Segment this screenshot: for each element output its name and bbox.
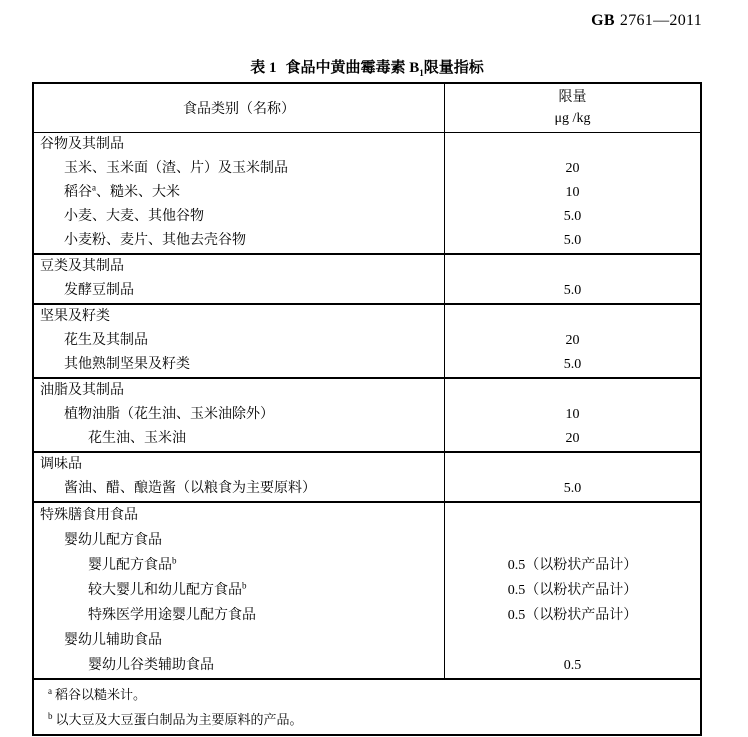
table-section xyxy=(34,303,700,377)
limit-value-cell: 5.0 xyxy=(563,233,582,248)
food-category-text: 植物油脂（花生油、玉米油除外） xyxy=(64,407,274,422)
food-category-text: 花生油、玉米油 xyxy=(88,431,186,446)
doc-number-code: GB xyxy=(591,12,615,29)
limit-value-cell xyxy=(445,628,700,653)
food-category-cell xyxy=(34,255,445,279)
table-row xyxy=(34,403,700,427)
table-section xyxy=(34,377,700,451)
table-section xyxy=(34,253,700,303)
table-row xyxy=(34,255,700,279)
footnote-b xyxy=(34,707,700,732)
limit-value-cell: 20 xyxy=(565,333,580,348)
food-category-cell xyxy=(34,229,445,253)
table-row xyxy=(34,181,700,205)
limits-table xyxy=(32,82,702,736)
table-section xyxy=(34,133,700,253)
table-row xyxy=(34,379,700,403)
table-row xyxy=(34,653,700,678)
limit-value-cell: 20 xyxy=(565,161,580,176)
food-category-cell xyxy=(34,133,445,157)
food-category-text-cont: 、糙米、大米 xyxy=(96,185,180,200)
table-body xyxy=(34,133,700,678)
table-row xyxy=(34,503,700,528)
limit-value-cell: 5.0 xyxy=(563,283,582,298)
table-row xyxy=(34,578,700,603)
food-category-text: 婴幼儿辅助食品 xyxy=(64,633,162,648)
food-category-text: 其他熟制坚果及籽类 xyxy=(64,357,190,372)
footnote-b-marker: b xyxy=(48,710,53,721)
food-category-cell xyxy=(34,453,445,477)
limit-value-cell xyxy=(445,133,700,157)
food-category-cell xyxy=(34,279,445,303)
food-category-cell xyxy=(34,603,445,628)
table-row xyxy=(34,229,700,253)
food-category-cell xyxy=(34,477,445,501)
food-category-cell xyxy=(34,205,445,229)
limit-value-cell xyxy=(445,255,700,279)
food-category-cell xyxy=(34,157,445,181)
food-category-cell xyxy=(34,553,445,578)
food-category-text: 小麦粉、麦片、其他去壳谷物 xyxy=(64,233,246,248)
food-category-text: 婴儿配方食品 xyxy=(88,558,172,573)
doc-number-value: 2761—2011 xyxy=(619,12,702,29)
limit-value-cell xyxy=(445,503,700,528)
limit-value-cell: 10 xyxy=(565,407,580,422)
doc-number xyxy=(32,12,702,30)
footnote-ref: b xyxy=(242,580,247,591)
table-title-label: 表 1 xyxy=(250,60,277,76)
limit-value-cell xyxy=(445,379,700,403)
column-header-category: 食品类别（名称） xyxy=(34,84,445,132)
food-category-text: 调味品 xyxy=(40,457,82,472)
table-title-subscript: 1 xyxy=(419,68,424,78)
food-category-text: 特殊医学用途婴儿配方食品 xyxy=(88,608,256,623)
limit-value-cell: 0.5（以粉状产品计） xyxy=(507,558,638,573)
column-header-limit xyxy=(445,84,700,132)
table-row xyxy=(34,477,700,501)
limit-value-cell: 5.0 xyxy=(563,357,582,372)
food-category-cell xyxy=(34,427,445,451)
limit-value-cell: 0.5（以粉状产品计） xyxy=(507,583,638,598)
footnote-a-text: 稻谷以糙米计。 xyxy=(55,687,147,702)
food-category-text: 酱油、醋、酿造酱（以粮食为主要原料） xyxy=(64,481,316,496)
footnote-a xyxy=(34,682,700,707)
table-footnotes xyxy=(34,678,700,734)
table-row xyxy=(34,453,700,477)
food-category-cell xyxy=(34,181,445,205)
food-category-cell xyxy=(34,503,445,528)
food-category-cell xyxy=(34,653,445,678)
limit-value-cell xyxy=(445,453,700,477)
limit-value-cell: 0.5（以粉状产品计） xyxy=(507,608,638,623)
food-category-cell xyxy=(34,379,445,403)
footnote-a-marker: a xyxy=(48,685,52,696)
food-category-cell xyxy=(34,578,445,603)
table-row xyxy=(34,427,700,451)
limit-value-cell xyxy=(445,305,700,329)
table-row xyxy=(34,528,700,553)
food-category-text: 谷物及其制品 xyxy=(40,137,124,152)
food-category-text: 豆类及其制品 xyxy=(40,259,124,274)
table-section xyxy=(34,451,700,501)
food-category-text: 较大婴儿和幼儿配方食品 xyxy=(88,583,242,598)
table-row xyxy=(34,329,700,353)
food-category-cell xyxy=(34,628,445,653)
table-row xyxy=(34,628,700,653)
food-category-text: 稻谷 xyxy=(64,185,92,200)
food-category-cell xyxy=(34,305,445,329)
column-header-limit-unit: μg /kg xyxy=(554,111,591,126)
food-category-text: 发酵豆制品 xyxy=(64,283,134,298)
footnote-ref: b xyxy=(172,555,177,566)
table-title-text: 食品中黄曲霉毒素 B xyxy=(285,60,420,76)
limit-value-cell: 5.0 xyxy=(563,209,582,224)
table-row xyxy=(34,553,700,578)
food-category-cell xyxy=(34,353,445,377)
food-category-text: 婴幼儿配方食品 xyxy=(64,533,162,548)
footnote-b-text: 以大豆及大豆蛋白制品为主要原料的产品。 xyxy=(55,712,303,727)
table-row xyxy=(34,133,700,157)
table-row xyxy=(34,205,700,229)
food-category-cell xyxy=(34,528,445,553)
table-row xyxy=(34,353,700,377)
food-category-text: 花生及其制品 xyxy=(64,333,148,348)
limit-value-cell: 5.0 xyxy=(563,481,582,496)
food-category-text: 小麦、大麦、其他谷物 xyxy=(64,209,204,224)
table-row xyxy=(34,279,700,303)
limit-value-cell: 0.5 xyxy=(563,658,582,673)
food-category-text: 特殊膳食用食品 xyxy=(40,508,138,523)
table-title xyxy=(32,56,702,77)
food-category-cell xyxy=(34,329,445,353)
table-section xyxy=(34,501,700,678)
table-row xyxy=(34,603,700,628)
limit-value-cell xyxy=(445,528,700,553)
table-row xyxy=(34,157,700,181)
food-category-cell xyxy=(34,403,445,427)
table-header-row xyxy=(34,84,700,133)
table-title-suffix: 限量指标 xyxy=(423,60,484,76)
food-category-text: 婴幼儿谷类辅助食品 xyxy=(88,658,214,673)
limit-value-cell: 10 xyxy=(565,185,580,200)
limit-value-cell: 20 xyxy=(565,431,580,446)
column-header-limit-title: 限量 xyxy=(558,90,587,105)
food-category-text: 坚果及籽类 xyxy=(40,309,110,324)
food-category-text: 油脂及其制品 xyxy=(40,383,124,398)
footnote-ref: a xyxy=(92,182,96,193)
table-row xyxy=(34,305,700,329)
food-category-text: 玉米、玉米面（渣、片）及玉米制品 xyxy=(64,161,288,176)
